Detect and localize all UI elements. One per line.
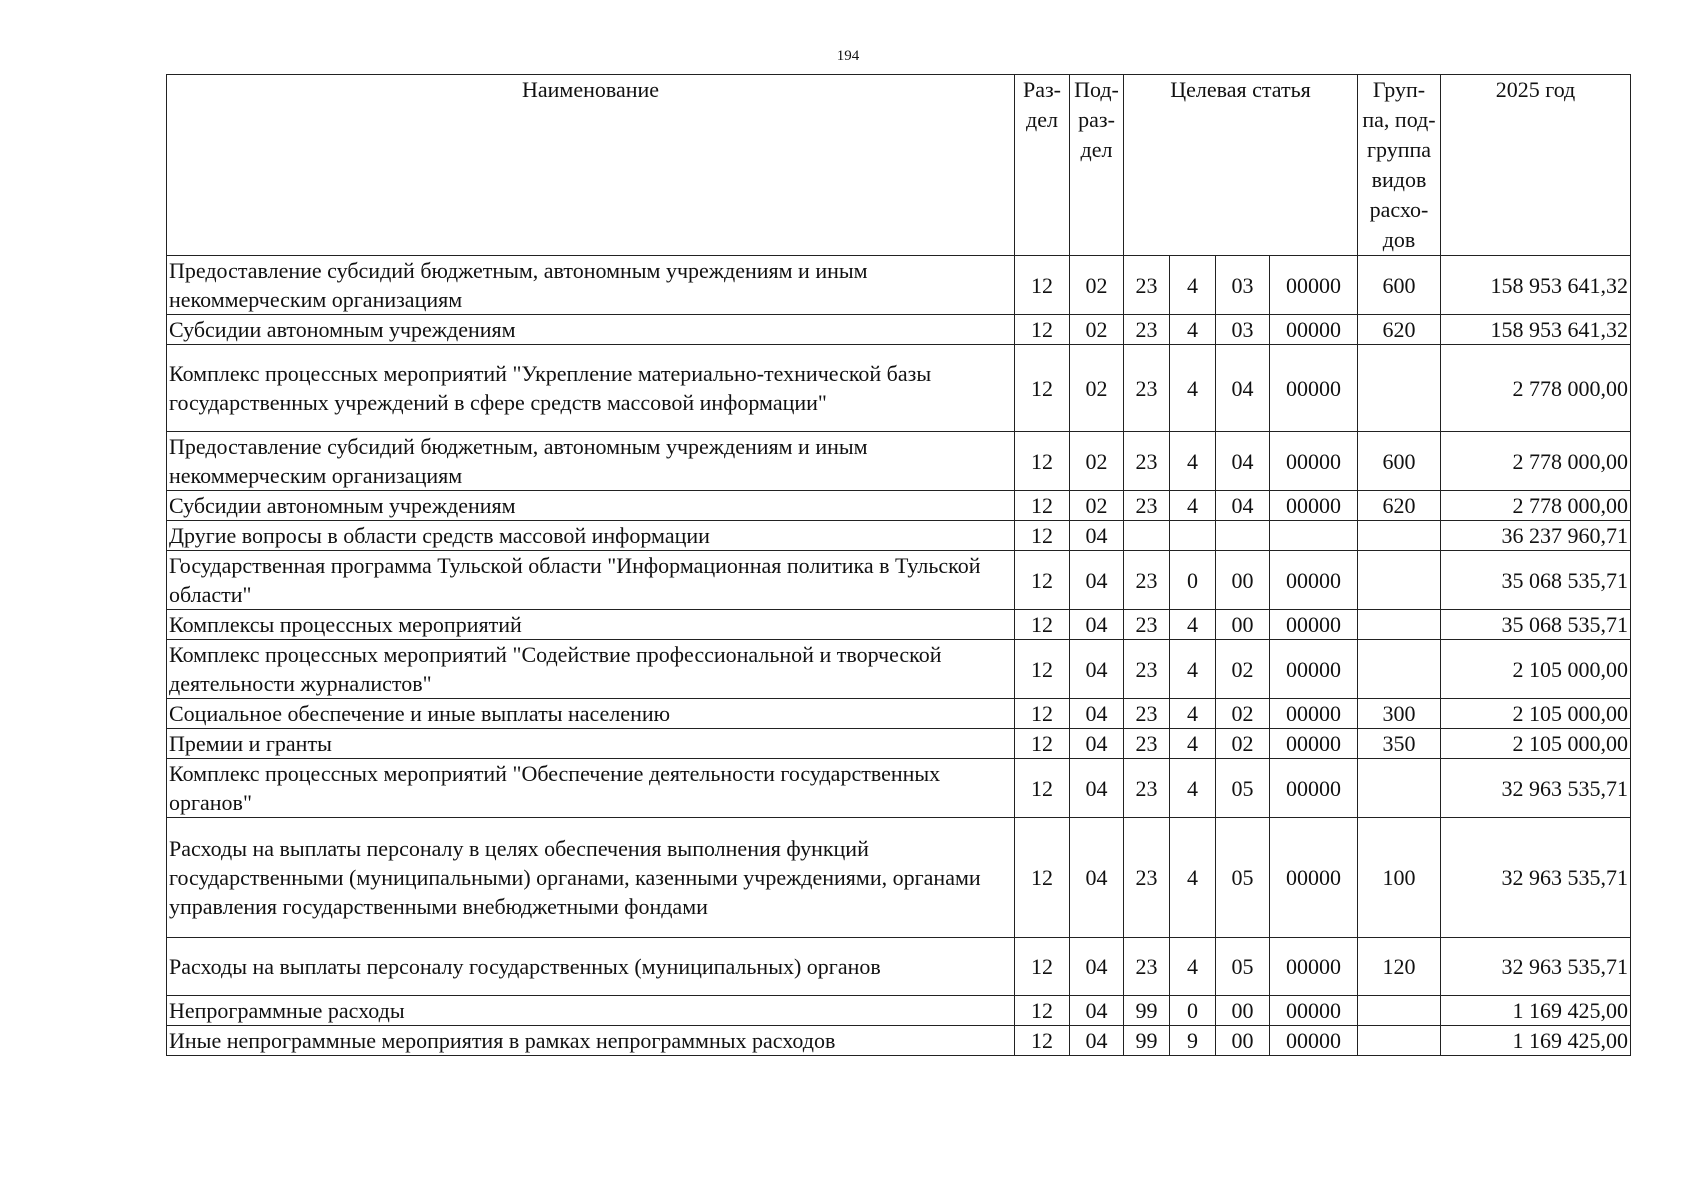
row-target-type: 4 (1170, 491, 1216, 521)
row-target-program: 23 (1124, 759, 1170, 818)
table-row (167, 432, 1631, 491)
row-expense-group (1358, 610, 1441, 640)
row-amount: 1 169 425,00 (1441, 1026, 1631, 1056)
row-amount: 36 237 960,71 (1441, 521, 1631, 551)
row-target-type: 4 (1170, 759, 1216, 818)
row-podrazdel: 04 (1070, 521, 1124, 551)
row-expense-group (1358, 345, 1441, 432)
row-razdel: 12 (1015, 315, 1070, 345)
row-podrazdel: 04 (1070, 938, 1124, 996)
header-year: 2025 год (1441, 75, 1631, 256)
table-row (167, 640, 1631, 699)
row-razdel: 12 (1015, 432, 1070, 491)
row-razdel: 12 (1015, 256, 1070, 315)
row-amount: 158 953 641,32 (1441, 315, 1631, 345)
row-razdel: 12 (1015, 551, 1070, 610)
row-name: Иные непрограммные мероприятия в рамках непрограммных расходов (167, 1026, 1015, 1056)
row-target-direction: 00000 (1270, 818, 1358, 938)
row-name: Предоставление субсидий бюджетным, автономным учреждениям и иным некоммерческим организациям (167, 256, 1015, 315)
row-name: Премии и гранты (167, 729, 1015, 759)
row-razdel: 12 (1015, 640, 1070, 699)
row-target-program: 23 (1124, 640, 1170, 699)
row-target-direction: 00000 (1270, 551, 1358, 610)
row-razdel: 12 (1015, 938, 1070, 996)
header-target-article: Целевая статья (1124, 75, 1358, 256)
row-target-type: 4 (1170, 640, 1216, 699)
row-target-program: 23 (1124, 551, 1170, 610)
row-podrazdel: 02 (1070, 256, 1124, 315)
row-name: Государственная программа Тульской области "Информационная политика в Тульской области" (167, 551, 1015, 610)
row-target-subprogram: 04 (1216, 345, 1270, 432)
row-target-subprogram: 05 (1216, 818, 1270, 938)
row-target-program: 23 (1124, 818, 1170, 938)
row-target-type: 0 (1170, 551, 1216, 610)
row-target-direction: 00000 (1270, 938, 1358, 996)
row-name: Комплексы процессных мероприятий (167, 610, 1015, 640)
row-razdel: 12 (1015, 699, 1070, 729)
row-amount: 2 778 000,00 (1441, 345, 1631, 432)
row-target-direction: 00000 (1270, 345, 1358, 432)
row-podrazdel: 02 (1070, 491, 1124, 521)
row-target-type: 4 (1170, 938, 1216, 996)
table-header-row (167, 75, 1631, 256)
row-target-direction: 00000 (1270, 610, 1358, 640)
row-target-type: 4 (1170, 699, 1216, 729)
row-target-direction: 00000 (1270, 996, 1358, 1026)
row-target-type: 4 (1170, 729, 1216, 759)
table-row (167, 1026, 1631, 1056)
row-razdel: 12 (1015, 610, 1070, 640)
row-amount: 2 105 000,00 (1441, 699, 1631, 729)
table-row (167, 996, 1631, 1026)
row-target-direction: 00000 (1270, 729, 1358, 759)
row-name: Субсидии автономным учреждениям (167, 491, 1015, 521)
row-target-subprogram: 05 (1216, 759, 1270, 818)
table-row (167, 759, 1631, 818)
row-amount: 35 068 535,71 (1441, 551, 1631, 610)
row-podrazdel: 02 (1070, 315, 1124, 345)
row-expense-group (1358, 640, 1441, 699)
row-name: Социальное обеспечение и иные выплаты населению (167, 699, 1015, 729)
row-name: Расходы на выплаты персоналу государственных (муниципальных) органов (167, 938, 1015, 996)
row-target-direction: 00000 (1270, 640, 1358, 699)
row-podrazdel: 02 (1070, 345, 1124, 432)
row-target-subprogram: 00 (1216, 996, 1270, 1026)
row-expense-group: 350 (1358, 729, 1441, 759)
row-razdel: 12 (1015, 818, 1070, 938)
row-razdel: 12 (1015, 729, 1070, 759)
budget-table (166, 74, 1631, 1056)
row-target-direction: 00000 (1270, 1026, 1358, 1056)
row-target-subprogram: 05 (1216, 938, 1270, 996)
row-amount: 2 105 000,00 (1441, 640, 1631, 699)
table-row (167, 818, 1631, 938)
row-target-direction: 00000 (1270, 432, 1358, 491)
row-expense-group (1358, 996, 1441, 1026)
row-target-type: 4 (1170, 315, 1216, 345)
row-podrazdel: 04 (1070, 1026, 1124, 1056)
row-target-program: 23 (1124, 610, 1170, 640)
row-amount: 158 953 641,32 (1441, 256, 1631, 315)
row-podrazdel: 04 (1070, 996, 1124, 1026)
header-name: Наименование (167, 75, 1015, 256)
row-target-type (1170, 521, 1216, 551)
row-expense-group: 120 (1358, 938, 1441, 996)
row-target-program: 23 (1124, 729, 1170, 759)
row-name: Предоставление субсидий бюджетным, автономным учреждениям и иным некоммерческим организациям (167, 432, 1015, 491)
row-amount: 2 105 000,00 (1441, 729, 1631, 759)
row-target-program: 23 (1124, 491, 1170, 521)
header-podrazdel: Под- раз- дел (1070, 75, 1124, 256)
row-target-type: 0 (1170, 996, 1216, 1026)
row-target-subprogram (1216, 521, 1270, 551)
row-expense-group (1358, 1026, 1441, 1056)
header-expense-group: Груп- па, под- группа видов расхо- дов (1358, 75, 1441, 256)
row-target-type: 9 (1170, 1026, 1216, 1056)
row-podrazdel: 04 (1070, 551, 1124, 610)
row-target-subprogram: 00 (1216, 1026, 1270, 1056)
row-podrazdel: 04 (1070, 759, 1124, 818)
row-target-program: 23 (1124, 938, 1170, 996)
row-target-direction: 00000 (1270, 759, 1358, 818)
row-target-subprogram: 03 (1216, 315, 1270, 345)
row-expense-group: 600 (1358, 432, 1441, 491)
row-amount: 1 169 425,00 (1441, 996, 1631, 1026)
row-name: Комплекс процессных мероприятий "Укрепление материально-технической базы государственных учреждений в сфере средств массовой информации" (167, 345, 1015, 432)
row-podrazdel: 04 (1070, 729, 1124, 759)
row-target-direction (1270, 521, 1358, 551)
row-name: Субсидии автономным учреждениям (167, 315, 1015, 345)
row-target-subprogram: 00 (1216, 610, 1270, 640)
row-target-subprogram: 03 (1216, 256, 1270, 315)
table-row (167, 551, 1631, 610)
row-podrazdel: 04 (1070, 818, 1124, 938)
row-target-type: 4 (1170, 256, 1216, 315)
row-expense-group: 620 (1358, 315, 1441, 345)
row-name: Другие вопросы в области средств массовой информации (167, 521, 1015, 551)
row-target-direction: 00000 (1270, 315, 1358, 345)
row-expense-group: 620 (1358, 491, 1441, 521)
row-target-program: 23 (1124, 315, 1170, 345)
row-target-type: 4 (1170, 818, 1216, 938)
row-razdel: 12 (1015, 759, 1070, 818)
row-target-program: 23 (1124, 256, 1170, 315)
table-row (167, 610, 1631, 640)
row-amount: 2 778 000,00 (1441, 432, 1631, 491)
row-target-subprogram: 02 (1216, 729, 1270, 759)
row-podrazdel: 04 (1070, 640, 1124, 699)
row-target-program: 23 (1124, 699, 1170, 729)
row-amount: 35 068 535,71 (1441, 610, 1631, 640)
row-amount: 2 778 000,00 (1441, 491, 1631, 521)
row-razdel: 12 (1015, 996, 1070, 1026)
table-row (167, 315, 1631, 345)
table-row (167, 345, 1631, 432)
row-expense-group (1358, 551, 1441, 610)
row-razdel: 12 (1015, 491, 1070, 521)
row-target-program: 99 (1124, 996, 1170, 1026)
row-name: Комплекс процессных мероприятий "Обеспечение деятельности государственных органов" (167, 759, 1015, 818)
header-razdel: Раз- дел (1015, 75, 1070, 256)
row-name: Непрограммные расходы (167, 996, 1015, 1026)
table-row (167, 491, 1631, 521)
row-expense-group (1358, 521, 1441, 551)
row-name: Комплекс процессных мероприятий "Содействие профессиональной и творческой деятельности журналистов" (167, 640, 1015, 699)
row-target-program: 99 (1124, 1026, 1170, 1056)
row-expense-group (1358, 759, 1441, 818)
row-target-type: 4 (1170, 345, 1216, 432)
row-expense-group: 600 (1358, 256, 1441, 315)
table-row (167, 938, 1631, 996)
row-razdel: 12 (1015, 345, 1070, 432)
row-target-direction: 00000 (1270, 256, 1358, 315)
row-target-program (1124, 521, 1170, 551)
row-razdel: 12 (1015, 1026, 1070, 1056)
row-target-subprogram: 00 (1216, 551, 1270, 610)
page-number: 194 (836, 48, 860, 64)
row-target-type: 4 (1170, 432, 1216, 491)
row-amount: 32 963 535,71 (1441, 759, 1631, 818)
row-target-program: 23 (1124, 345, 1170, 432)
table-row (167, 256, 1631, 315)
row-target-subprogram: 02 (1216, 640, 1270, 699)
row-name: Расходы на выплаты персоналу в целях обеспечения выполнения функций государственными (муниципальными) органами, казенными учреждениями, органами управления государственными внебюджетными фондами (167, 818, 1015, 938)
table-row (167, 699, 1631, 729)
row-target-direction: 00000 (1270, 491, 1358, 521)
row-razdel: 12 (1015, 521, 1070, 551)
row-target-direction: 00000 (1270, 699, 1358, 729)
row-podrazdel: 02 (1070, 432, 1124, 491)
row-amount: 32 963 535,71 (1441, 938, 1631, 996)
row-expense-group: 100 (1358, 818, 1441, 938)
row-podrazdel: 04 (1070, 699, 1124, 729)
row-target-type: 4 (1170, 610, 1216, 640)
row-podrazdel: 04 (1070, 610, 1124, 640)
row-expense-group: 300 (1358, 699, 1441, 729)
row-target-subprogram: 02 (1216, 699, 1270, 729)
row-target-subprogram: 04 (1216, 432, 1270, 491)
table-row (167, 521, 1631, 551)
row-target-program: 23 (1124, 432, 1170, 491)
row-target-subprogram: 04 (1216, 491, 1270, 521)
table-row (167, 729, 1631, 759)
row-amount: 32 963 535,71 (1441, 818, 1631, 938)
